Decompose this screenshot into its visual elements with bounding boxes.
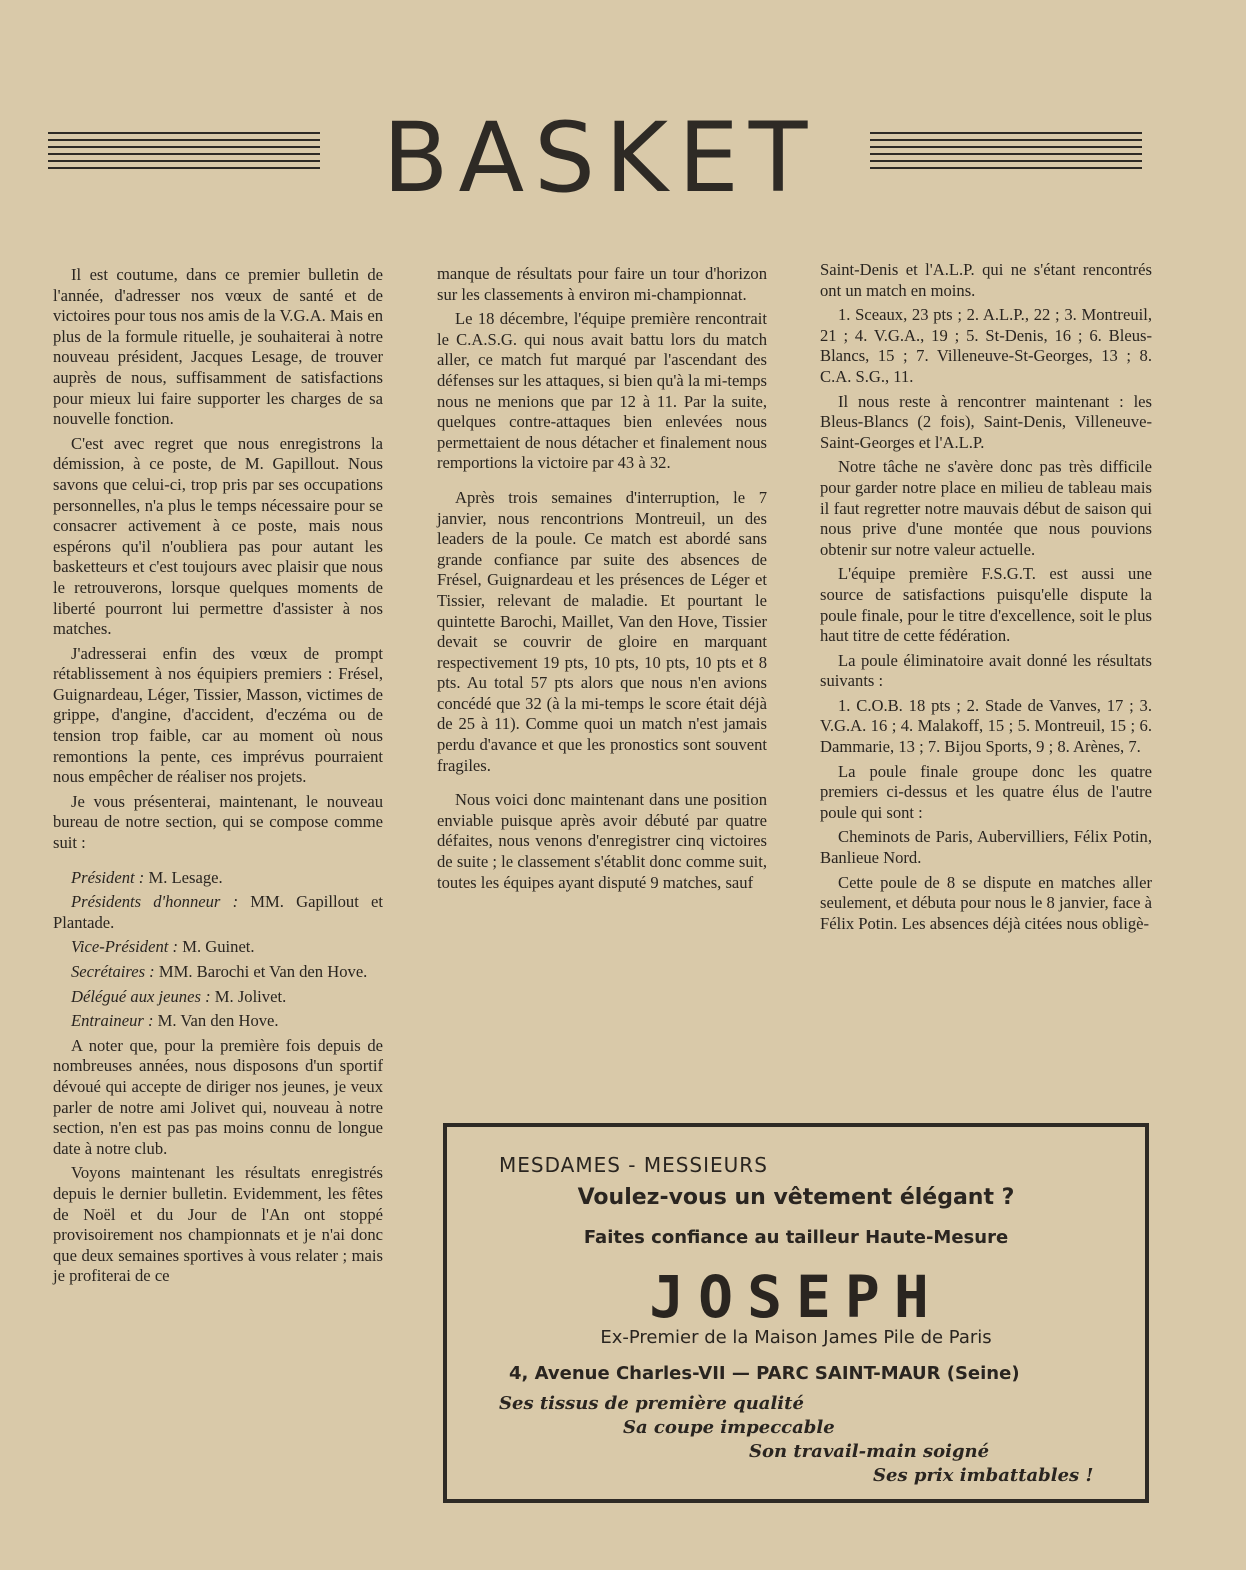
article-column-3 <box>820 260 1152 938</box>
paragraph: Notre tâche ne s'avère donc pas très difficile pour garder notre place en milieu de tableau mais il faut regretter notre mauvais début de saison qui nous prive d'une montée que nous pouvions obtenir sur notre valeur actuelle. <box>820 457 1152 559</box>
ad-slogan: Son travail-main soigné <box>749 1441 990 1462</box>
ad-tailor-name: JOSEPH <box>649 1263 943 1331</box>
paragraph: Après trois semaines d'interruption, le 7 janvier, nous rencontrions Montreuil, un des leaders de la poule. Ce match est abordé sans grande confiance par suite des absences de Frésel, Guignardeau et les présences de Léger et Tissier, relevant de maladie. Et pourtant le quintette Barochi, Maillet, Van den Hove, Tissier devait se couvrir de gloire en marquant respectivement 19 pts, 10 pts, 10 pts, 10 pts et 8 pts. Au total 57 pts alors que nous n'en avions concédé que 32 (à la mi-temps le score était déjà de 25 à 11). Comme quoi un match n'est jamais perdu d'avance et que les pronostics sont souvent fragiles. <box>437 487 767 775</box>
bureau-vice-president: Vice-Président : M. Guinet. <box>71 937 255 957</box>
ad-slogan: Ses prix imbattables ! <box>873 1465 1094 1486</box>
ad-slogan: Ses tissus de première qualité <box>499 1393 804 1414</box>
ad-heading: MESDAMES - MESSIEURS <box>499 1153 768 1177</box>
paragraph: Voyons maintenant les résultats enregistrés depuis le dernier bulletin. Evidemment, les fêtes de Noël et du Jour de l'An ont stoppé provisoirement nos championnats et je n'ai donc que deux semaines sportives à vous relater ; mais je profiterai de ce <box>53 1163 383 1286</box>
ad-question: Voulez-vous un vêtement élégant ? <box>577 1185 1015 1210</box>
paragraph: Il est coutume, dans ce premier bulletin de l'année, d'adresser nos vœux de santé et de victoires pour tous nos amis de la V.G.A. Mais en plus de la formule rituelle, je souhaiterai à notre nouveau président, Jacques Lesage, de trouver auprès de nous, suffisamment de satisfactions pour mieux lui faire supporter les charges de sa nouvelle fonction. <box>53 265 383 429</box>
ranking-championship: 1. Sceaux, 23 pts ; 2. A.L.P., 22 ; 3. Montreuil, 21 ; 4. V.G.A., 19 ; 5. St-Denis, 16 ; 6. Bleus-Blancs, 15 ; 7. Villeneuve-St-Georges, 13 ; 8. C.A. S.G., 11. <box>820 305 1152 386</box>
paragraph: Je vous présenterai, maintenant, le nouveau bureau de notre section, qui se compose comme suit : <box>53 791 383 853</box>
bureau-secretaries: Secrétaires : MM. Barochi et Van den Hove. <box>71 962 368 981</box>
bureau-youth-delegate: Délégué aux jeunes : M. Jolivet. <box>71 986 287 1006</box>
ad-trust: Faites confiance au tailleur Haute-Mesure <box>583 1227 1009 1248</box>
article-column-1 <box>53 265 383 1291</box>
paragraph: Saint-Denis et l'A.L.P. qui ne s'étant rencontrés ont un match en moins. <box>820 260 1152 300</box>
paragraph: manque de résultats pour faire un tour d'horizon sur les classements à environ mi-championnat. <box>437 264 767 304</box>
title-row <box>0 102 1246 214</box>
paragraph: La poule éliminatoire avait donné les résultats suivants : <box>820 650 1152 691</box>
paragraph: Nous voici donc maintenant dans une position enviable puisque après avoir débuté par quatre défaites, nous venons d'enregistrer cinq victoires de suite ; le classement s'établit donc comme suit, toutes les équipes ayant disputé 9 matches, sauf <box>437 790 767 892</box>
paragraph: Cette poule de 8 se dispute en matches aller seulement, et débuta pour nous le 8 janvier, face à Félix Potin. Les absences déjà citées nous obligè- <box>820 872 1152 933</box>
paragraph: Il nous reste à rencontrer maintenant : les Bleus-Blancs (2 fois), Saint-Denis, Villeneuve-Saint-Georges et l'A.L.P. <box>820 391 1152 452</box>
bureau-coach: Entraineur : M. Van den Hove. <box>71 1011 279 1031</box>
ad-former-house: Ex-Premier de la Maison James Pile de Paris <box>600 1327 992 1348</box>
paragraph: Le 18 décembre, l'équipe première rencontrait le C.A.S.G. qui nous avait battu lors du match aller, ce match fut marqué par l'ascendant des défenses sur les attaques, si bien qu'à la mi-temps nous ne menions que par 12 à 11. Par la suite, quelques contre-attaques bien enlevées nous permettaient de nous détacher et finalement nous remportions la victoire par 43 à 32. <box>437 309 767 473</box>
tailor-advertisement <box>443 1123 1149 1503</box>
title-rule-right <box>870 132 1142 174</box>
page-title: BASKET <box>382 102 818 214</box>
paragraph: Cheminots de Paris, Aubervilliers, Félix Potin, Banlieue Nord. <box>820 827 1152 868</box>
paragraph: J'adresserai enfin des vœux de prompt rétablissement à nos équipiers premiers : Frésel, Guignardeau, Léger, Tissier, Masson, victimes de grippe, d'angine, d'accident, d'eczéma ou de tension trop faible, car au moment où nous remontions la pente, ces imprévus pourraient nous empêcher de réaliser nos projets. <box>53 643 383 787</box>
ad-address: 4, Avenue Charles-VII — PARC SAINT-MAUR (Seine) <box>509 1363 1020 1384</box>
bureau-honorary-presidents: Présidents d'honneur : MM. Gapillout et Plantade. <box>53 892 383 932</box>
paragraph: A noter que, pour la première fois depuis de nombreuses années, nous disposons d'un sportif dévoué qui accepte de diriger nos jeunes, je veux parler de notre ami Jolivet qui, nouveau à notre section, n'en est pas pas moins connu de longue date à notre club. <box>53 1035 383 1158</box>
bureau-president: Président : M. Lesage. <box>71 867 223 887</box>
paragraph: C'est avec regret que nous enregistrons la démission, à ce poste, de M. Gapillout. Nous savons que celui-ci, trop pris par ses occupations personnelles, n'a plus le temps nécessaire pour se consacrer activement à ce poste, mais nous espérons qu'il n'oubliera pas pour autant les basketteurs et c'est toujours avec plaisir que nous le retrouverons, lorsque quelques moments de liberté pourront lui permettre d'assister à nos matches. <box>53 433 383 639</box>
paragraph: L'équipe première F.S.G.T. est aussi une source de satisfactions puisqu'elle dispute la poule finale, pour le titre d'excellence, soit le plus haut titre de cette fédération. <box>820 564 1152 646</box>
ranking-elimination: 1. C.O.B. 18 pts ; 2. Stade de Vanves, 17 ; 3. V.G.A. 16 ; 4. Malakoff, 15 ; 5. Montreuil, 15 ; 6. Dammarie, 13 ; 7. Bijou Sports, 9 ; 8. Arènes, 7. <box>820 695 1152 757</box>
ad-slogan: Sa coupe impeccable <box>623 1417 835 1438</box>
paragraph: La poule finale groupe donc les quatre premiers ci-dessus et les quatre élus de l'autre poule qui sont : <box>820 761 1152 822</box>
title-rule-left <box>48 132 320 174</box>
article-column-2 <box>437 264 767 897</box>
